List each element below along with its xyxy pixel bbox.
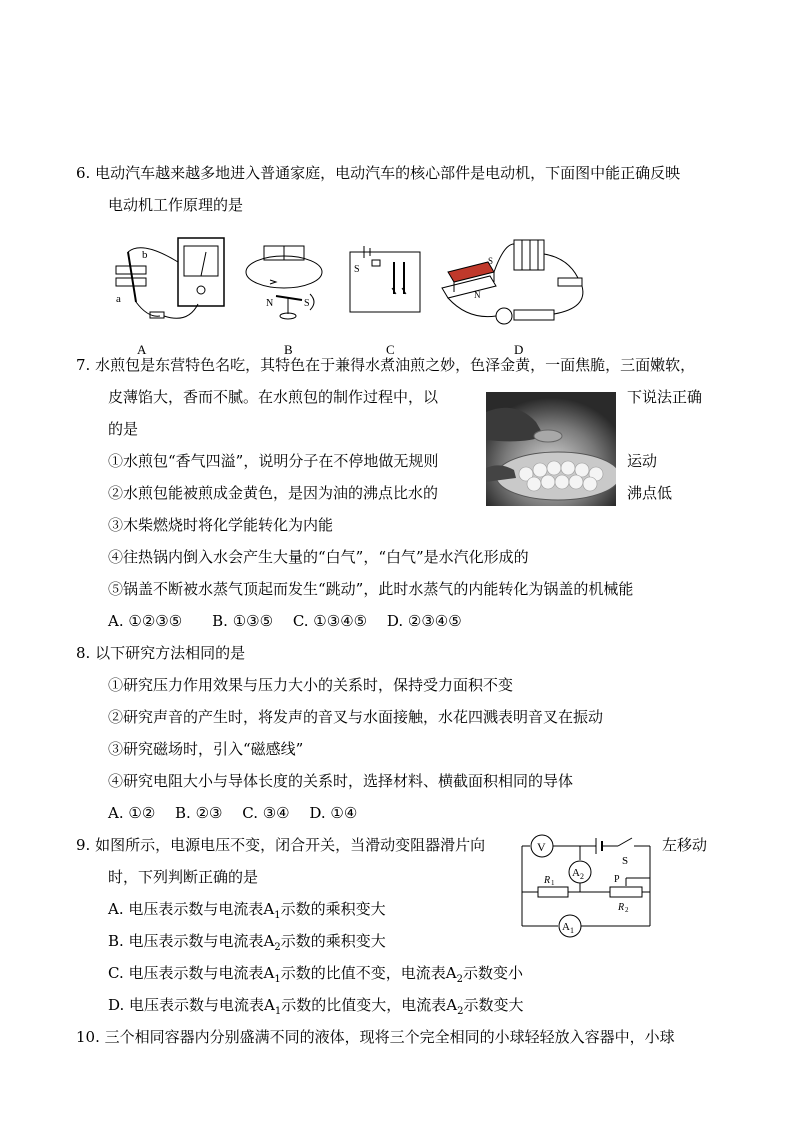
fig-label-n: N (266, 298, 274, 309)
q10-line1: 10. 三个相同容器内分别盛满不同的液体，现将三个完全相同的小球轻轻放入容器中，小球 (76, 1028, 675, 1046)
figure-c-caption: C (386, 342, 395, 357)
figure-a-galvanometer (108, 232, 238, 332)
q9-option-a: A. 电压表示数与电流表$A_1$示数的乘积变大 (108, 900, 386, 921)
q7-statement-4: ④往热锅内倒入水会产生大量的“白气”，“白气”是水汽化形成的 (108, 548, 529, 566)
circuit-slider-label: P (614, 874, 620, 885)
figure-b-needle (240, 238, 330, 326)
q9-option-c: C. 电压表示数与电流表$A_1$示数的比值不变，电流表$A_2$示数变小 (108, 964, 523, 985)
q9-line1-left: 9. 如图所示，电源电压不变，闭合开关，当滑动变阻器滑片向 (76, 836, 486, 854)
q7-line3: 的是 (108, 420, 139, 438)
q8-statement-4: ④研究电阻大小与导体长度的关系时，选择材料、横截面积相同的导体 (108, 772, 574, 790)
q7-statement-5: ⑤锅盖不断被水蒸气顶起而发生“跳动”，此时水蒸气的内能转化为锅盖的机械能 (108, 580, 634, 598)
q9-line1-right: 左移动 (662, 836, 708, 854)
q8-statement-1: ①研究压力作用效果与压力大小的关系时，保持受力面积不变 (108, 676, 514, 694)
circuit-r2-label: R (618, 902, 625, 913)
circuit-r1-sub: 1 (551, 879, 555, 887)
circuit-ammeter1-label: A (562, 921, 570, 933)
q7-statement-1-left: ①水煎包“香气四溢”，说明分子在不停地做无规则 (108, 452, 439, 470)
q9-option-b: B. 电压表示数与电流表$A_2$示数的乘积变大 (108, 932, 386, 953)
q9-line2: 时，下列判断正确的是 (108, 868, 259, 886)
circuit-ammeter2-sub: 2 (580, 872, 584, 881)
fig-label-b: b (142, 249, 148, 261)
circuit-r2-sub: 2 (625, 906, 629, 914)
figure-c-electromagnet (348, 238, 422, 314)
q7-statement-2-left: ②水煎包能被煎成金黄色，是因为油的沸点比水的 (108, 484, 439, 502)
figure-a-caption: A (137, 342, 147, 357)
figure-d-caption: D (514, 342, 524, 357)
q9-option-d: D. 电压表示数与电流表$A_1$示数的比值变大，电流表$A_2$示数变大 (108, 996, 524, 1017)
q8-statement-2: ②研究声音的产生时，将发声的音叉与水面接触，水花四溅表明音叉在振动 (108, 708, 604, 726)
q7-statement-2-right: 沸点低 (627, 484, 673, 502)
q7-line2-left: 皮薄馅大，香而不腻。在水煎包的制作过程中，以 (108, 388, 439, 406)
fig-label-s: S (304, 298, 310, 309)
q8-statement-3: ③研究磁场时，引入“磁感线” (108, 740, 304, 758)
circuit-diagram (518, 830, 654, 938)
circuit-ammeter1-sub: 1 (570, 926, 574, 935)
figure-b-caption: B (284, 342, 293, 357)
circuit-switch-label: S (622, 855, 629, 867)
q7-statement-3: ③木柴燃烧时将化学能转化为内能 (108, 516, 334, 534)
circuit-r1-label: R (544, 875, 551, 886)
fig-d-label-n: N (474, 290, 481, 300)
q6-line2: 电动机工作原理的是 (108, 196, 244, 214)
fig-label-a: a (116, 293, 121, 305)
q6-line1: 6. 电动汽车越来越多地进入普通家庭，电动汽车的核心部件是电动机，下面图中能正确反映 (76, 164, 681, 182)
circuit-ammeter2-label: A (572, 867, 580, 879)
q8-choices: A. ①② B. ②③ C. ③④ D. ①④ (108, 804, 358, 822)
fig-c-label-s: S (354, 264, 360, 275)
fig-d-label-s: S (488, 256, 494, 266)
circuit-voltmeter-label: V (537, 840, 546, 854)
photo-shuijianbao (486, 392, 616, 506)
q7-line2-right: 下说法正确 (627, 388, 703, 406)
q7-statement-1-right: 运动 (627, 452, 658, 470)
figure-d-motor (438, 234, 598, 334)
q8-line1: 8. 以下研究方法相同的是 (76, 644, 246, 662)
q7-line1: 7. 水煎包是东营特色名吃，其特色在于兼得水煮油煎之妙，色泽金黄，一面焦脆，三面嫩软， (76, 356, 696, 374)
q7-choices: A. ①②③⑤ B. ①③⑤ C. ①③④⑤ D. ②③④⑤ (108, 612, 462, 630)
